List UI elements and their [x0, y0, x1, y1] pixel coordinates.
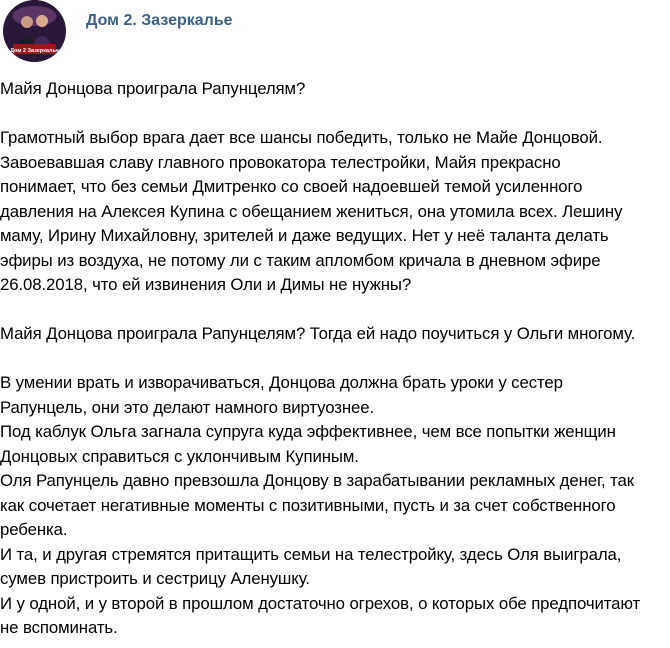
paragraph3-line: как сочетает негативные моменты с позитивными, пусть и за счет собственного [0, 495, 616, 515]
paragraph3-line: И у одной, и у второй в прошлом достаточно огрехов, о которых обе предпочитают [0, 593, 641, 613]
paragraph1-line: понимает, что без семьи Дмитренко со своей надоевшей темой усиленного [0, 177, 583, 196]
paragraph3-line: И та, и другая стремятся притащить семьи на телестройку, здесь Оля выиграла, [0, 544, 622, 564]
paragraph3-line: В умении врать и изворачиваться, Донцова должна брать уроки у сестер [0, 373, 563, 392]
paragraph1-line: давления на Алексея Купина с обещанием жениться, она утомила всех. Лешину [0, 201, 623, 221]
paragraph3-line: Оля Рапунцель давно превзошла Донцову в зарабатывании рекламных денег, так [0, 471, 634, 490]
post-body [0, 77, 668, 641]
paragraph-gap [0, 347, 668, 372]
paragraph3-line: Под каблук Ольга загнала супруга куда эффективнее, чем все попытки женщин [0, 422, 616, 441]
post-header [0, 0, 670, 62]
paragraph-gap [0, 102, 668, 127]
avatar-caption: Дом 2 Зазеркалье [10, 48, 59, 54]
paragraph3-line: не вспоминать. [0, 618, 118, 637]
paragraph3-line: ребенка. [0, 520, 68, 539]
paragraph1-line: эфиры из воздуха, не потому ли с таким апломбом кричала в дневном эфире [0, 250, 601, 270]
paragraph2: Майя Донцова проиграла Рапунцелям? Тогда ей надо поучиться у Ольги многому. [0, 324, 636, 343]
avatar-image [3, 0, 66, 62]
paragraph1-line: 26.08.2018, что ей извинения Оли и Димы не нужны? [0, 275, 412, 294]
channel-avatar[interactable] [3, 0, 66, 62]
paragraph-gap [0, 298, 668, 323]
paragraph3-line: сумев пристроить и сестрицу Аленушку. [0, 569, 310, 588]
paragraph1-line: маму, Ирину Михайловну, зрителей и даже ведущих. Нет у неё таланта делать [0, 226, 609, 245]
channel-name-link[interactable]: Дом 2. Зазеркалье [86, 12, 233, 29]
paragraph3-line: Донцовых справиться с уклончивым Купиным. [0, 446, 359, 466]
post-title: Майя Донцова проиграла Рапунцелям? [0, 79, 306, 98]
paragraph1-line: Завоевавшая славу главного провокатора телестройки, Майя прекрасно [0, 152, 561, 172]
paragraph3-line: Рапунцель, они это делают намного виртуознее. [0, 397, 375, 417]
paragraph1-line: Грамотный выбор врага дает все шансы победить, только не Майе Донцовой. [0, 128, 603, 147]
